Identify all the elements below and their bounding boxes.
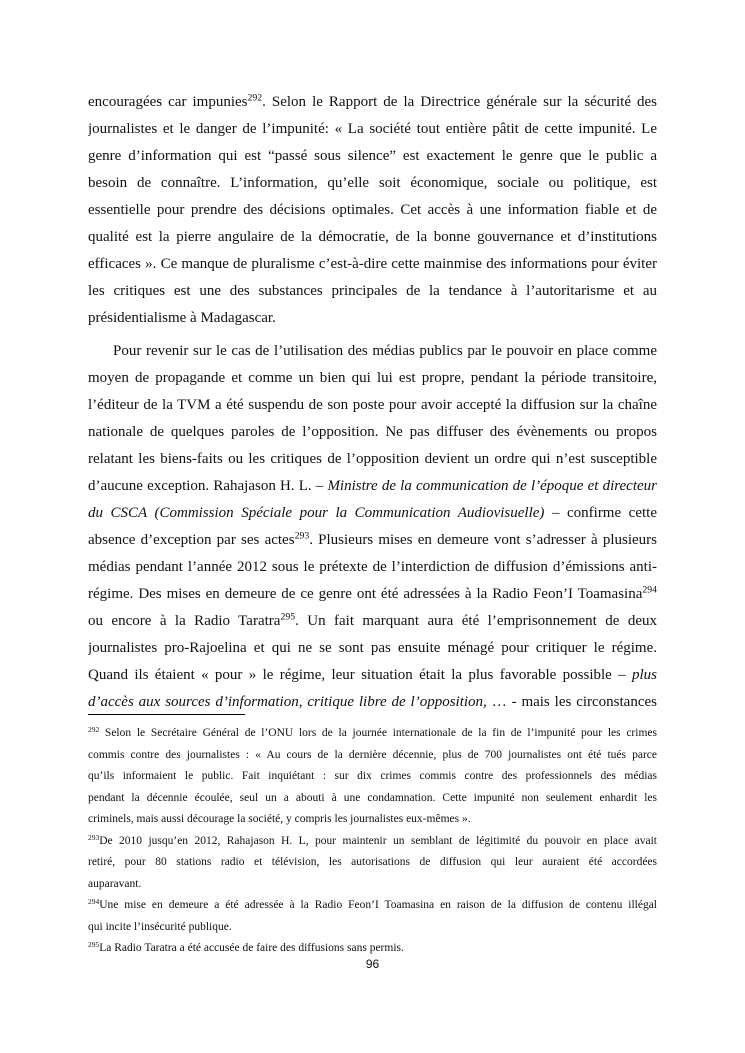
text-line	[88, 170, 657, 197]
footnote	[88, 723, 657, 831]
text-line	[88, 831, 657, 853]
text-run: commis contre des journalistes : « Au cours de la dernière décennie, plus de 700 journalistes ont été tués parce	[88, 748, 657, 761]
text-line	[88, 338, 657, 365]
text-run: La Radio Taratra a été accusée de faire des diffusions sans permis.	[99, 942, 404, 954]
text-run: essentielle pour prendre des décisions optimales. Cet accès à une information fiable et de	[88, 202, 657, 218]
text-run: genre d’information qui est “passé sous silence” est exactement le genre que le public a	[88, 148, 657, 164]
footnote	[88, 831, 657, 896]
text-line	[88, 473, 657, 500]
text-run: qu’ils informaient le public. Fait inquiétant : sur dix crimes commis contre des professionnels des médias	[88, 770, 657, 782]
text-run: journalistes et le danger de l’impunité: « La société tout entière pâtit de cette impunité. Le	[88, 121, 657, 137]
text-line	[88, 224, 657, 251]
text-line	[88, 89, 657, 116]
text-run: encouragées car impunies	[88, 94, 248, 110]
footnote-ref: 292	[88, 724, 100, 734]
footnote-separator	[88, 714, 245, 715]
text-run: moyen de propagande et comme un bien qui lui est propre, pendant la période transitoire,	[88, 370, 657, 386]
text-run: journalistes pro-Rajoelina et qui ne se sont pas ensuite ménagé pour critiquer le régime.	[88, 640, 657, 656]
paragraph	[88, 89, 657, 332]
text-run: retiré, pour 80 stations radio et télévision, les autorisations de diffusion qui leur auraient été accordées	[88, 856, 657, 868]
text-line	[88, 581, 657, 608]
text-run: ou encore à la Radio Taratra	[88, 613, 281, 629]
italic-text: du CSCA (Commission Spéciale pour la Communication Audiovisuelle)	[88, 505, 545, 521]
text-run: relatant les biens-faits ou les critiques de l’opposition devient un ordre qui n’est susceptible	[88, 451, 657, 467]
text-run: Une mise en demeure a été adressée à la Radio Feon’I Toamasina en raison de la diffusion de contenu illégal	[99, 899, 657, 911]
text-line	[88, 500, 657, 527]
text-run: efficaces ». Ce manque de pluralisme c’est-à-dire cette mainmise des informations pour éviter	[88, 256, 657, 272]
text-line	[88, 917, 657, 939]
footnote	[88, 895, 657, 938]
text-run: … - mais les circonstances	[486, 694, 657, 710]
italic-text: Ministre de la communication de l’époque et directeur	[327, 478, 657, 494]
paragraph	[88, 338, 657, 716]
page-number: 96	[365, 957, 380, 971]
text-line	[88, 419, 657, 446]
text-run: l’éditeur de la TVM a été suspendu de son poste pour avoir accepté la diffusion sur la chaîne	[88, 397, 657, 413]
text-line	[88, 662, 657, 689]
text-line	[88, 874, 657, 896]
footnote-ref: 293	[294, 530, 310, 542]
text-line	[88, 392, 657, 419]
footnote-ref: 292	[247, 92, 263, 104]
text-run: les critiques est une des substances principales de la tendance à l’autoritarisme et au	[88, 283, 657, 299]
text-line	[88, 689, 657, 716]
text-line	[88, 365, 657, 392]
text-line	[88, 116, 657, 143]
footnote-ref: 293	[88, 832, 100, 842]
text-run: présidentialisme à Madagascar.	[88, 310, 276, 326]
text-line	[88, 809, 657, 831]
text-run: Selon le Secrétaire Général de l’ONU lors de la journée internationale de la fin de l’impunité pour les crimes	[99, 727, 657, 739]
text-line	[88, 608, 657, 635]
text-run: Pour revenir sur le cas de l’utilisation des médias publics par le pouvoir en place comme	[113, 343, 657, 359]
text-line	[88, 554, 657, 581]
footnotes	[88, 723, 657, 960]
text-run: . Plusieurs mises en demeure vont s’adresser à plusieurs	[309, 532, 657, 548]
text-run: Quand ils étaient « pour » le régime, leur situation était la plus favorable possible –	[88, 667, 632, 683]
footnote-ref: 295	[280, 611, 296, 623]
text-line	[88, 852, 657, 874]
text-run: . Selon le Rapport de la Directrice générale sur la sécurité des	[262, 94, 657, 110]
text-line	[88, 766, 657, 788]
text-run: auparavant.	[88, 877, 142, 890]
footnote-ref: 294	[88, 896, 100, 906]
body-text	[88, 89, 657, 716]
text-line	[88, 635, 657, 662]
text-run: criminels, mais aussi décourage la société, y compris les journalistes eux-mêmes ».	[88, 813, 471, 825]
text-run: . Un fait marquant aura été l’emprisonnement de deux	[295, 613, 657, 629]
text-line	[88, 895, 657, 917]
text-run: médias pendant l’année 2012 sous le prétexte de l’interdiction de diffusion d’émissions anti-	[88, 559, 657, 575]
text-run: d’aucune exception. Rahajason H. L. –	[88, 478, 328, 494]
text-line	[88, 143, 657, 170]
text-line	[88, 788, 657, 810]
text-line	[88, 278, 657, 305]
footnote-ref: 294	[642, 584, 657, 596]
text-line	[88, 251, 657, 278]
text-run: régime. Des mises en demeure de ce genre ont été adressées à la Radio Feon’I Toamasina	[88, 586, 643, 602]
text-line	[88, 305, 657, 332]
text-line	[88, 446, 657, 473]
text-run: De 2010 jusqu’en 2012, Rahajason H. L, pour maintenir un semblant de légitimité du pouvoir en place avait	[99, 834, 657, 847]
text-run: qui incite l’insécurité publique.	[88, 920, 232, 933]
footnote-ref: 295	[88, 939, 100, 949]
text-run: besoin de connaître. L’information, qu’elle soit économique, sociale ou politique, est	[88, 175, 657, 191]
text-run: nationale de quelques paroles de l’opposition. Ne pas diffuser des évènements ou propos	[88, 424, 657, 440]
text-run: pendant la décennie écoulée, seul un a abouti à une condamnation. Cette impunité non seulement enhardit les	[88, 791, 657, 804]
text-line	[88, 527, 657, 554]
italic-text: d’accès aux sources d’information, critique libre de l’opposition,	[88, 694, 487, 710]
text-line	[88, 197, 657, 224]
italic-text: plus	[631, 667, 657, 683]
text-line	[88, 745, 657, 767]
text-run: qualité est la pierre angulaire de la démocratie, de la bonne gouvernance et d’institutions	[88, 229, 657, 245]
text-run: – confirme cette	[544, 505, 657, 521]
text-run: absence d’exception par ses actes	[88, 532, 295, 548]
text-line	[88, 723, 657, 745]
